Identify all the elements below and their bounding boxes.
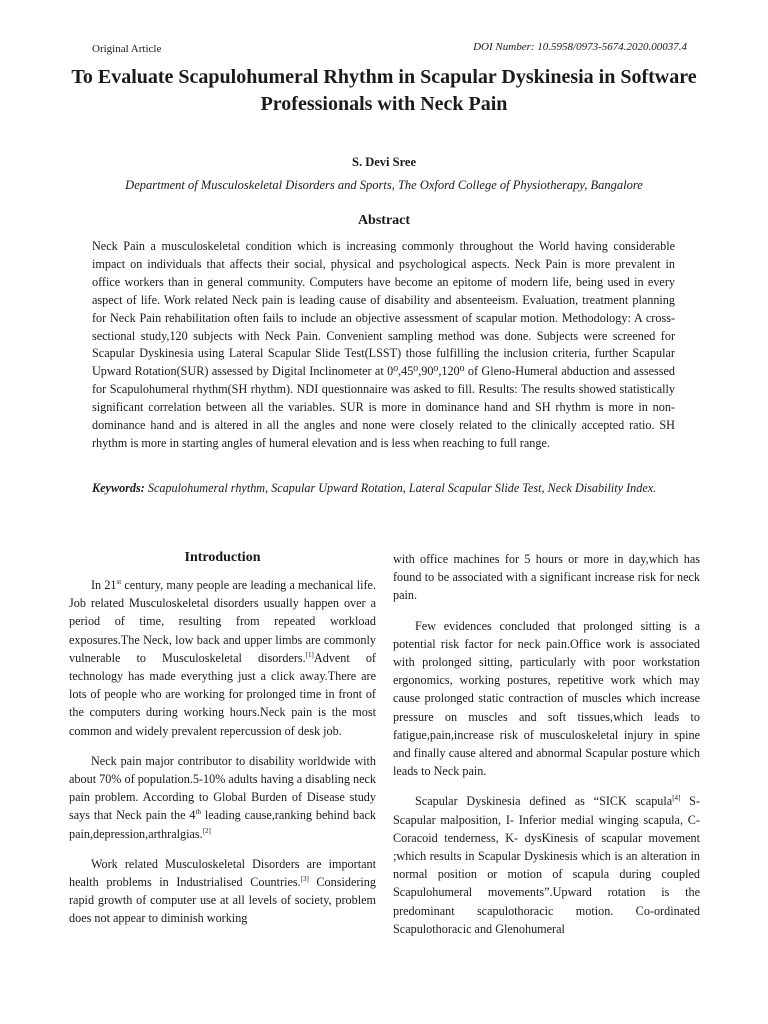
intro-paragraph-3: Work related Musculoskeletal Disorders are important health problems in Industrialised Countries.[3] Considering rapid growth of computer use at all levels of society, problem does not appear to diminish working: [69, 856, 376, 926]
citation-ref: [4]: [672, 794, 681, 803]
paper-title: To Evaluate Scapulohumeral Rhythm in Scapular Dyskinesia in Software Professionals with Neck Pain: [71, 66, 697, 115]
author-name: S. Devi Sree: [352, 155, 416, 169]
citation-ref: [1]: [305, 650, 314, 659]
citation-superscript: th: [195, 808, 201, 817]
intro-paragraph-5: Few evidences concluded that prolonged sitting is a potential risk factor for neck pain.Office work is associated with prolonged sitting, particularly with poor workstation ergonomics, working postures, repetitive work which may cause prolonged static contraction of muscles which increase pressure on muscles and soft tissues,which leads to fatigue,pain,increase risk of musculoskeletal injury in spine and finally cause altered and abnormal Scapular posture which leads to Neck pain.: [393, 618, 700, 779]
keywords-text: Scapulohumeral rhythm, Scapular Upward Rotation, Lateral Scapular Slide Test, Neck Disability Index.: [147, 481, 657, 495]
introduction-heading: Introduction: [184, 550, 261, 565]
abstract-heading: Abstract: [357, 213, 411, 228]
intro-paragraph-6: Scapular Dyskinesia defined as “SICK scapula[4] S- Scapular malposition, I- Inferior medial winging scapula, C- Coracoid tenderness, K- dysKinesis of scapular movement ;which results in Scapular Dyskinesis which is an alteration in normal position or motion of scapula during coupled Scapulohumeral movements”.Upward rotation is the predominant scapulothoracic motion. Co-ordinated Scapulothoracic and Glenohumeral: [393, 794, 700, 936]
intro-paragraph-1: In 21st century, many people are leading a mechanical life. Job related Musculoskeletal disorders usually happen over a period of time, resulting from repeated workload exposures.The Neck, low back and upper limbs are commonly vulnerable to Musculoskeletal disorders.[1]Advent of technology has made everything just a click away.There are lots of people who are working for prolonged time in front of the computers during working hours.Neck pain is the most common and widely prevalent repercussion of desk job.: [69, 578, 376, 738]
abstract-text: Neck Pain a musculoskeletal condition which is increasing commonly throughout the World having considerable impact on individuals that affects their social, physical and psychological aspects. Neck Pain is more prevalent in office workers than in general community. Computers have become an epitome of modern life, being used in every aspect of life. Work related Neck pain is leading cause of disability and absenteeism. Evaluation, treatment planning for Neck Pain rehabilitation often fails to include an objective assessment of scapular motion. Methodology: A cross-sectional study,120 subjects with Neck Pain. Convenient sampling method was done. Subjects were screened for Scapular Dyskinesia using Lateral Scapular Slide Test(LSST) those fulfilling the inclusion criteria, further Scapular Upward Rotation(SUR) assessed by Digital Inclinometer at 0⁰,45⁰,90⁰,120⁰ of Gleno-Humeral abduction and assessed for Scapulohumeral rhythm(SH rhythm). NDI questionnaire was asked to fill. Results: The results showed statistically significant correlation between all the variables. SUR is more in dominance hand and SH rhythm is more in non-dominance hand and is altered in all the angles and none were closely related to the clinically accepted ratio. SH rhythm is more in starting angles of humeral elevation and is less when reaching to full range.: [92, 239, 675, 450]
keywords-section: [92, 480, 675, 498]
doi-number: DOI Number: 10.5958/0973-5674.2020.00037.4: [473, 41, 687, 53]
author-affiliation: Department of Musculoskeletal Disorders and Sports, The Oxford College of Physiotherapy, Bangalore: [125, 178, 643, 192]
intro-paragraph-2: Neck pain major contributor to disability worldwide with about 70% of population.5-10% adults having a disabling neck pain problem. According to Global Burden of Disease study says that Neck pain the 4th leading cause,ranking behind back pain,depression,arthralgias.[2]: [69, 753, 377, 841]
keywords-label: Keywords:: [92, 481, 145, 495]
citation-superscript: st: [116, 578, 122, 586]
citation-ref: [3]: [300, 875, 309, 884]
article-type-label: Original Article: [92, 43, 162, 55]
intro-paragraph-4: with office machines for 5 hours or more in day,which has found to be associated with a significant increase risk for neck pain.: [393, 552, 700, 603]
right-column: [393, 550, 700, 950]
left-column: [69, 548, 376, 940]
citation-ref: [2]: [202, 826, 211, 835]
